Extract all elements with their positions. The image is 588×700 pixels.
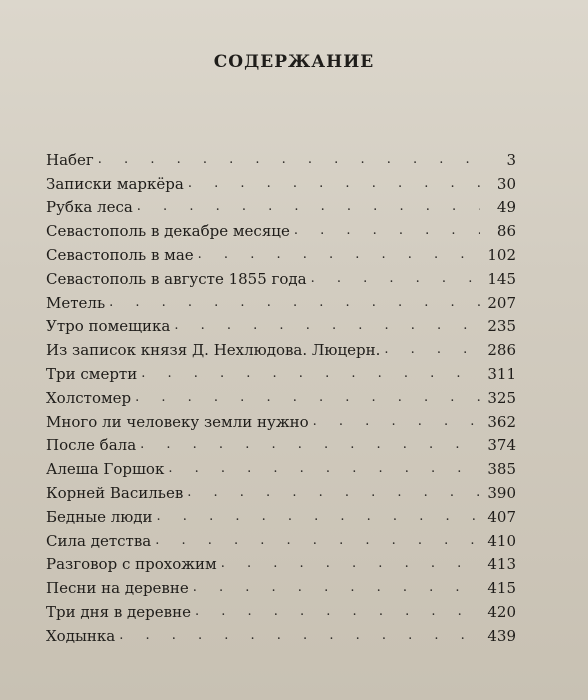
dot-leader	[187, 484, 480, 502]
toc-entry-title: Ходынка	[46, 626, 116, 645]
dot-leader	[109, 294, 480, 312]
toc-entry-title: Записки маркёра	[46, 174, 184, 193]
toc-entry	[46, 216, 516, 240]
toc-entry-page: 390	[487, 483, 516, 502]
toc-entry-page: 374	[487, 436, 516, 455]
toc-entry-page: 410	[487, 531, 516, 550]
toc-entry	[46, 193, 516, 217]
toc-entry-title: Севастополь в мае	[46, 245, 194, 264]
toc-entry-page: 325	[487, 388, 516, 407]
toc-entry-title: Севастополь в августе 1855 года	[46, 269, 307, 288]
toc-entry-page: 207	[487, 293, 516, 312]
toc-entry	[46, 312, 516, 336]
toc-entry	[46, 550, 516, 574]
dot-leader	[195, 603, 480, 621]
toc-entry-page: 362	[487, 412, 516, 431]
toc-entry-title: Три смерти	[46, 364, 138, 383]
toc-entry-title: Разговор с прохожим	[46, 555, 217, 574]
toc-entry-page: 413	[487, 555, 516, 574]
toc-entry-title: Севастополь в декабре месяце	[46, 222, 290, 241]
toc-entry	[46, 288, 516, 312]
toc-entry-page: 415	[487, 579, 516, 598]
dot-leader	[135, 389, 480, 407]
toc-entry	[46, 431, 516, 455]
dot-leader	[155, 532, 480, 550]
dot-leader	[98, 151, 480, 169]
dot-leader	[311, 270, 480, 288]
toc-entry-title: Холстомер	[46, 388, 132, 407]
dot-leader	[384, 341, 480, 359]
toc-entry	[46, 597, 516, 621]
dot-leader	[188, 175, 480, 193]
toc-entry-page: 235	[487, 317, 516, 336]
toc-entry-title: Метель	[46, 293, 106, 312]
dot-leader	[119, 627, 480, 645]
dot-leader	[193, 579, 480, 597]
dot-leader	[294, 222, 480, 240]
toc-entry	[46, 383, 516, 407]
toc-entry-title: Из записок князя Д. Нехлюдова. Люцерн.	[46, 341, 381, 360]
toc-entry-page: 439	[487, 626, 516, 645]
toc-entry-title: Песни на деревне	[46, 579, 189, 598]
dot-leader	[174, 317, 480, 335]
toc-entry-title: Набег	[46, 150, 94, 169]
toc-entry	[46, 502, 516, 526]
table-of-contents	[46, 145, 516, 645]
toc-entry	[46, 335, 516, 359]
dot-leader	[221, 555, 480, 573]
toc-entry	[46, 407, 516, 431]
toc-entry	[46, 240, 516, 264]
toc-entry	[46, 478, 516, 502]
toc-entry-page: 420	[487, 602, 516, 621]
toc-entry-title: Утро помещика	[46, 317, 171, 336]
toc-entry-page: 102	[487, 245, 516, 264]
dot-leader	[140, 436, 480, 454]
toc-entry-page: 86	[496, 222, 516, 241]
dot-leader	[198, 246, 480, 264]
toc-entry-page: 30	[496, 174, 516, 193]
toc-entry	[46, 145, 516, 169]
toc-entry	[46, 454, 516, 478]
dot-leader	[137, 198, 480, 216]
toc-entry-title: После бала	[46, 436, 137, 455]
toc-entry-title: Много ли человеку земли нужно	[46, 412, 309, 431]
toc-entry	[46, 621, 516, 645]
toc-entry	[46, 526, 516, 550]
dot-leader	[313, 413, 480, 431]
toc-entry-page: 3	[506, 150, 516, 169]
dot-leader	[168, 460, 480, 478]
toc-entry-page: 286	[487, 341, 516, 360]
toc-entry-title: Алеша Горшок	[46, 460, 165, 479]
toc-entry-title: Бедные люди	[46, 507, 153, 526]
toc-entry	[46, 359, 516, 383]
page-title: СОДЕРЖАНИЕ	[213, 52, 375, 72]
toc-entry-title: Корней Васильев	[46, 483, 184, 502]
dot-leader	[157, 508, 480, 526]
toc-entry-page: 145	[487, 269, 516, 288]
toc-entry-title: Рубка леса	[46, 198, 133, 217]
toc-entry-title: Сила детства	[46, 531, 152, 550]
toc-entry-page: 49	[496, 198, 516, 217]
toc-entry	[46, 573, 516, 597]
toc-entry-page: 407	[487, 507, 516, 526]
dot-leader	[141, 365, 480, 383]
toc-entry-page: 385	[487, 460, 516, 479]
toc-entry-page: 311	[487, 364, 516, 383]
toc-entry-title: Три дня в деревне	[46, 602, 191, 621]
toc-entry	[46, 169, 516, 193]
toc-entry	[46, 264, 516, 288]
